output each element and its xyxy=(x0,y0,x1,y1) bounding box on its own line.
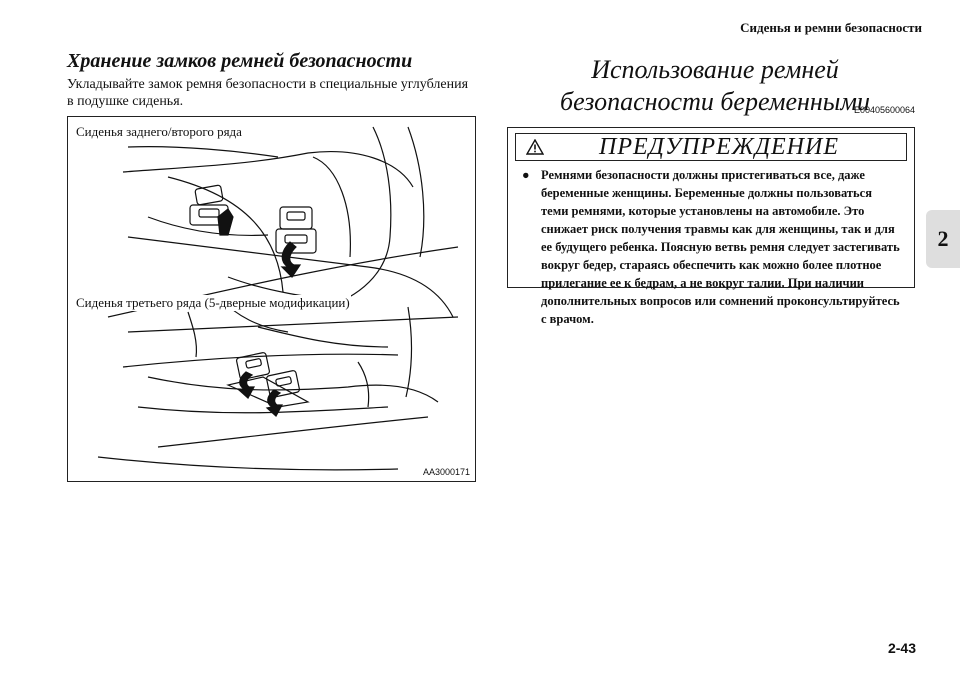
section-text: Укладывайте замок ремня безопасности в специальные углубления в подушке сиденья. xyxy=(67,77,469,109)
figure-code: AA3000171 xyxy=(422,467,470,477)
section-heading-line1: Использование ремней xyxy=(591,55,839,84)
warning-title: ПРЕДУПРЕЖДЕНИЕ xyxy=(599,133,839,160)
section-code: E00405600064 xyxy=(853,105,915,115)
seat-buckle-illustration xyxy=(67,116,476,482)
section-title: Хранение замков ремней безопасности xyxy=(67,50,413,72)
bullet-icon: ● xyxy=(522,168,530,182)
warning-header xyxy=(515,133,907,161)
section-heading xyxy=(520,54,910,118)
running-header: Сиденья и ремни безопасности xyxy=(740,20,922,35)
warning-text: Ремнями безопасности должны пристегиваться все, даже беременные женщины. Беременные должны пользоваться теми ремнями, которые установлены на автомобиле. Это снижает риск получения травмы как для женщины, так и для ее будущего ребенка. Поясную ветвь ремня следует застегивать вокруг бедер, стараясь обеспечить как можно более плотное прилегание ее к бедрам, а не вокруг талии. При наличии дополнительных вопросов или сомнений проконсультируйтесь с врачом. xyxy=(541,168,900,326)
section-heading-line2: безопасности беременными xyxy=(560,87,870,116)
warning-body xyxy=(522,166,902,328)
warning-box xyxy=(507,127,915,326)
chapter-tab: 2 xyxy=(926,210,960,268)
figure-label-rear-seats: Сиденья заднего/второго ряда xyxy=(76,124,242,139)
figure-label-third-row: Сиденья третьего ряда (5-дверные модификации) xyxy=(76,295,350,310)
warning-triangle-icon xyxy=(526,139,544,155)
page-number: 2-43 xyxy=(887,640,916,656)
